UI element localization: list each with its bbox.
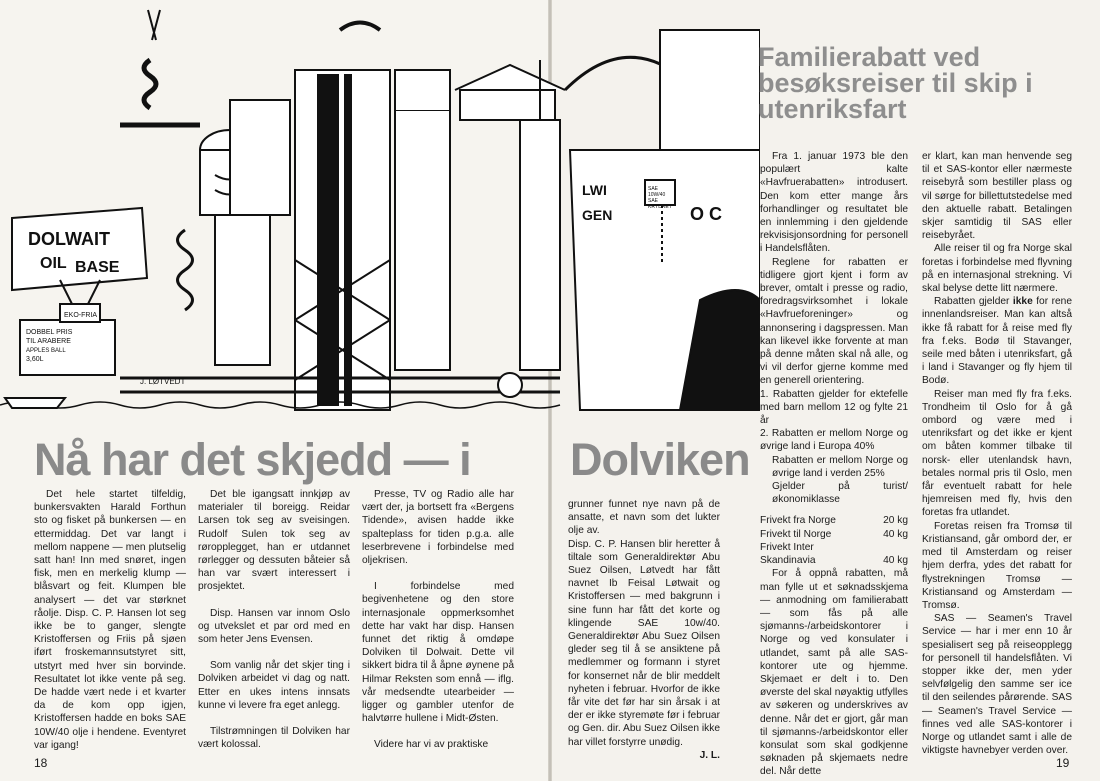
column-6-para-3 (922, 295, 1072, 387)
baggage-label: Frivekt Inter (760, 541, 814, 553)
baggage-label: Frivekt til Norge (760, 528, 832, 540)
column-2-para-4: Tilstrømningen til Dolviken har vært kolossal. (198, 726, 350, 751)
page-number-right: 19 (1056, 756, 1070, 770)
baggage-label: Frivekt fra Norge (760, 515, 836, 527)
baggage-label: Skandinavia (760, 555, 816, 567)
column-5-para-2: Reglene for rabatten er tidligere gjort kjent i form av brever, omtalt i presse og radio, foredragsvirksomhet i lokale «Havfrueforeninger» og annonsering i dagspressen. Man kan likevel ikke forvente at man på denne måten skal nå alle, og vi vil derfor gjerne komme med en generell orientering. (760, 256, 908, 387)
kiosk-sign-3: APPLES BALL (26, 348, 66, 354)
column-2-para-3: Som vanlig når det skjer ting i Dolviken arbeidet vi dag og natt. Etter en ukes intens innsats kunne vi levere fra eget anlegg. (198, 660, 350, 711)
baggage-value: 40 kg (883, 528, 908, 540)
rabatt-list-item: 2. Rabatten er mellom Norge og øvrige land i Europa 40% (760, 428, 908, 453)
column-6-para-2: Alle reiser til og fra Norge skal foretas i forbindelse med flyvning på en internasjonal strekning. Vi skal belyse dette litt nærmere. (922, 243, 1072, 295)
column-2-para-2: Disp. Hansen var innom Oslo og utvekslet et par ord med en som heter Jens Evensen. (198, 607, 350, 646)
baggage-value: 20 kg (883, 515, 908, 527)
article-title-right: Familierabatt ved besøksreiser til skip i utenriksfart (758, 42, 1033, 124)
baggage-table (760, 514, 908, 567)
artist-signature: J. LØTVEDT (140, 377, 186, 386)
column-5-para-3: For å oppnå rabatten, må man fylle ut et søknadsskjema — anmodning om familierabatt — som fås på alle sjømanns-/arbeidskontorer i Norge og ved konsulater i utlandet, samt på alle SAS-kontorer ute og hjemme. Skjemaet er delt i to. Den øverste del skal nøyaktig utfylles av søkeren og underskrives av denne. Når det er gjort, går man til sjømanns-/arbeidskontor eller konsulat som skal godkjenne søknaden på skjemaets nedre del. Når dette (760, 568, 908, 778)
bag-text-1: SAE (648, 186, 659, 192)
kiosk-roof-text: EKO-FRIA (64, 312, 98, 319)
bag-text-3: SAE (648, 198, 659, 204)
column-6-para-3-pre: Rabatten gjelder (934, 296, 1013, 308)
column-3 (362, 488, 514, 752)
hull-text-2: GEN (582, 207, 613, 223)
column-6-para-4: Reiser man med fly fra f.eks. Trondheim til Oslo for å gå ombord og være med i utenriksfart og det ikke er kjent om båten kommer tilbake til norsk- eller utenlandsk havn, betales normal pris til Oslo, men får eventuelt rabatt for hele hjemreisen med fly, hvis den foretas fra utlandet. (922, 388, 1072, 519)
column-2 (198, 488, 350, 751)
rabatt-list-item: Rabatten er mellom Norge og øvrige land i verden 25% (772, 454, 908, 479)
column-4-text: grunner funnet nye navn på de ansatte, et navn som det lukter olje av. Disp. C. P. Hansen blir heretter å tiltale som Generaldirektør Abu Suez Oilsen, Løtvedt har fått navnet Ib Feisal Løtwait og Kristoffersen — med bakgrunn i sine funn har fått det korte og klingende SAE 10w/40. Generaldirektør Abu Suez Oilsen gleder seg til å se ansiktene på medlemmer og formann i styret for konsernet når de blir meddelt nyheten i februar. Hvorfor de ikke får vite det før har sin årsak i at der er ikke styremøte før i februar og Gen. dir. Abu Suez Oilsen ikke har villet forstyrre unødig. (568, 499, 720, 748)
column-6-para-3-bold: ikke (1012, 296, 1033, 308)
baggage-value: 40 kg (883, 555, 908, 567)
bag-text-2: 10W/40 (648, 192, 666, 198)
kiosk-sign-4: 3,60L (26, 356, 44, 363)
rabatt-list-item: 1. Rabatten gjelder for ektefelle med barn mellom 12 og fylte 21 år (760, 388, 908, 427)
column-3-para-1: Presse, TV og Radio alle har vært der, ja bortsett fra «Bergens Tidende», avisen hadde ikke spalteplass for tiden p.g.a. alle leserbrevene i forbindelse med oljekrisen. (362, 489, 514, 567)
kiosk-sign-2: TIL ARABERE (26, 338, 71, 345)
baggage-row (760, 554, 908, 567)
column-1-text: Det hele startet tilfeldig, bunkersvakten Harald Forthun sto og fisket på bunkersen — en ettermiddag. Det var langt i mellom nappene — men plutselig satt han! Inn med snøret, ingen fisk, men en merkelig klump — blåsvart og feit. Klumpen ble analysert — det var størknet råolje. Disp. C. P. Hansen lot seg ikke be to ganger, slengte Kristoffersen og Friis på sjøen iført froskemannsutstyret sitt, utstyrt med hver sin borvinde. Resultatet lot ikke vente på seg. De hadde vært nede i et kvarter da de kom opp igjen, Kristoffersen hadde en boks SAE 10W/40 olje i hendene. Eventyret var igang! (34, 489, 186, 751)
column-6-para-1: er klart, kan man henvende seg til et SAS-kontor eller nærmeste reisebyrå som bestiller plass og vil sørge for billettutstedelse med den aktuelle rabatt. Betalingen skjer samtidig til SAS eller reisebyrået. (922, 151, 1072, 242)
column-5 (760, 150, 908, 779)
hull-text-3: O C (690, 204, 723, 224)
page-number-left: 18 (34, 756, 48, 770)
rabatt-list (760, 388, 908, 507)
rabatt-list-item: Gjelder på turist/økonomiklasse (772, 481, 908, 506)
column-6 (922, 150, 1072, 757)
sign-text-1: DOLWAIT (28, 229, 110, 249)
column-3-para-2: I forbindelse med begivenhetene og den store internasjonale oppmerksomhet dette har vakt har disp. Hansen funnet det riktig å omdøpe Dolviken til Dolwait. Dette vil sikkert bidra til å åpne øynene på Hilmar Reksten som ennå — iflg. vår medsendte utearbeider — ligger og gambler utenfor de halvtørre hullene i Midt-Østen. (362, 581, 514, 725)
headline-right: Dolviken (570, 434, 750, 485)
column-3-para-3: Videre har vi av praktiske (374, 739, 489, 751)
column-5-intro: Fra 1. januar 1973 ble den populært kalte «Havfruerabatten» introdusert. Den kom etter mange års forhandlinger og resultatet ble en innlemming i den gjeldende rekvisisjonsordning for personell i Handelsflåten. (760, 151, 908, 255)
column-6-para-3-post: for rene innenlandsreiser. Man kan altså ikke få rabatt for å reise med fly fra f.eks. Bodø til Stavanger, seile med båten i utenriksfart, gå i land i Stavanger og fly hjem til Bodø. (922, 296, 1072, 387)
sign-text-3: BASE (75, 259, 120, 276)
column-1 (34, 488, 186, 752)
bag-text-4: KRYDRET (648, 204, 672, 210)
hull-text-1: LWI (582, 182, 607, 198)
column-6-para-6: SAS — Seamen's Travel Service — har i mer enn 10 år spesialisert seg på reiseopplegg for personell til handelsflåten. Vi stopper ikke der, men yder selvfølgelig den samme ser ice til den seilendes pårørende. SAS — Seamen's Travel Service — finnes ved alle SAS-kontorer i Norge og utlandet samt i alle de viktigste havnebyer verden over. (922, 613, 1072, 757)
kiosk-sign-1: DOBBEL PRIS (26, 329, 73, 336)
baggage-row (760, 528, 908, 541)
baggage-row (760, 541, 908, 554)
column-4 (568, 498, 720, 762)
column-6-para-5: Foretas reisen fra Tromsø til Kristiansand, går ombord der, er med til Amsterdam og reiser hjem derfra, ydes det rabatt for flystrekningen Tromsø — Kristiansand og Amsterdam — Tromsø. (922, 520, 1072, 611)
headline-left: Nå har det skjedd — i (34, 434, 471, 485)
oil-base-illustration (0, 0, 760, 420)
column-4-signature: J. L. (699, 749, 720, 761)
baggage-row (760, 514, 908, 527)
column-2-para-1: Det ble igangsatt innkjøp av materialer til boreigg. Reidar Larsen tok seg av sveisingen. Rudolf Sulen tok seg av røropplegget, han er utdannet rørlegger og dessuten båteier så han var svært interessert i prosjektet. (198, 489, 350, 593)
sign-text-2: OIL (40, 255, 67, 272)
